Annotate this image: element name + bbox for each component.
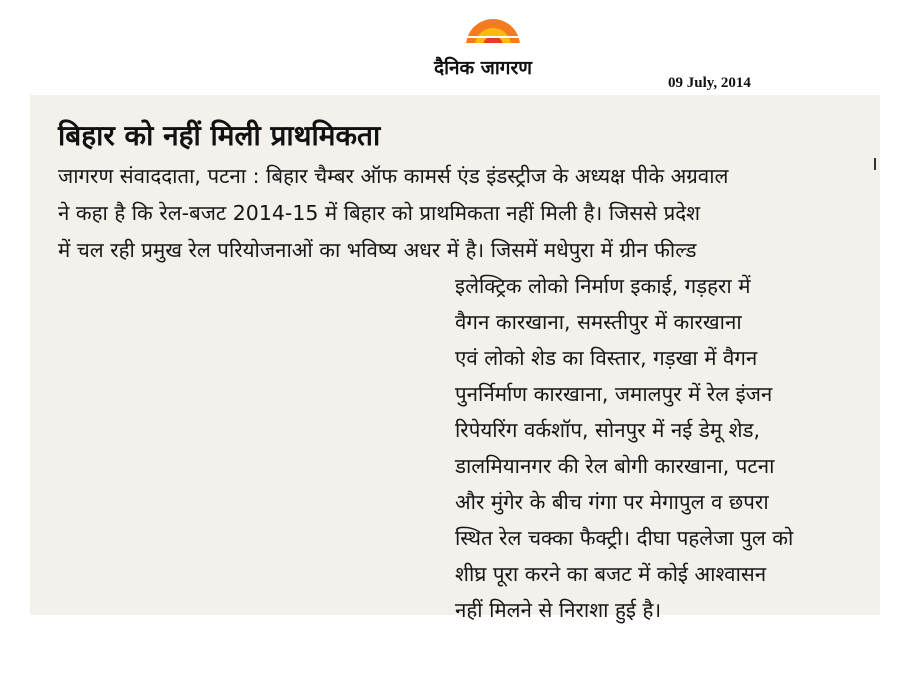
newspaper-logo-text: दैनिक जागरण <box>434 57 532 79</box>
article-line: स्थित रेल चक्का फैक्ट्री। दीघा पहलेजा पुल को <box>455 526 794 550</box>
article-line: नहीं मिलने से निराशा हुई है। <box>455 598 662 622</box>
article-line: और मुंगेर के बीच गंगा पर मेगापुल व छपरा <box>455 490 769 514</box>
article-line: शीघ्र पूरा करने का बजट में कोई आश्वासन <box>455 562 767 586</box>
article-line: वैगन कारखाना, समस्तीपुर में कारखाना <box>455 310 742 334</box>
newspaper-masthead <box>430 10 560 82</box>
article-line: पुनर्निर्माण कारखाना, जमालपुर में रेल इंजन <box>455 382 773 406</box>
print-mark <box>874 158 876 170</box>
article-line: डालमियानगर की रेल बोगी कारखाना, पटना <box>455 454 775 478</box>
article-line: एवं लोको शेड का विस्तार, गड़खा में वैगन <box>455 346 758 370</box>
article-line: में चल रही प्रमुख रेल परियोजनाओं का भविष्य अधर में है। जिसमें मधेपुरा में ग्रीन फील्ड <box>58 238 697 262</box>
article-line: जागरण संवाददाता, पटना : बिहार चैम्बर ऑफ कामर्स एंड इंडस्ट्रीज के अध्यक्ष पीके अग्रवाल <box>58 164 729 188</box>
article-line: ने कहा है कि रेल-बजट 2014-15 में बिहार को प्राथमिकता नहीं मिली है। जिससे प्रदेश <box>58 201 701 225</box>
publication-date: 09 July, 2014 <box>668 75 751 91</box>
article-line: इलेक्ट्रिक लोको निर्माण इकाई, गड़हरा में <box>455 274 751 298</box>
rising-sun-logo-icon <box>462 12 524 48</box>
article-headline: बिहार को नहीं मिली प्राथमिकता <box>58 119 381 152</box>
article-line: रिपेयरिंग वर्कशॉप, सोनपुर में नई डेमू शेड, <box>455 418 761 442</box>
